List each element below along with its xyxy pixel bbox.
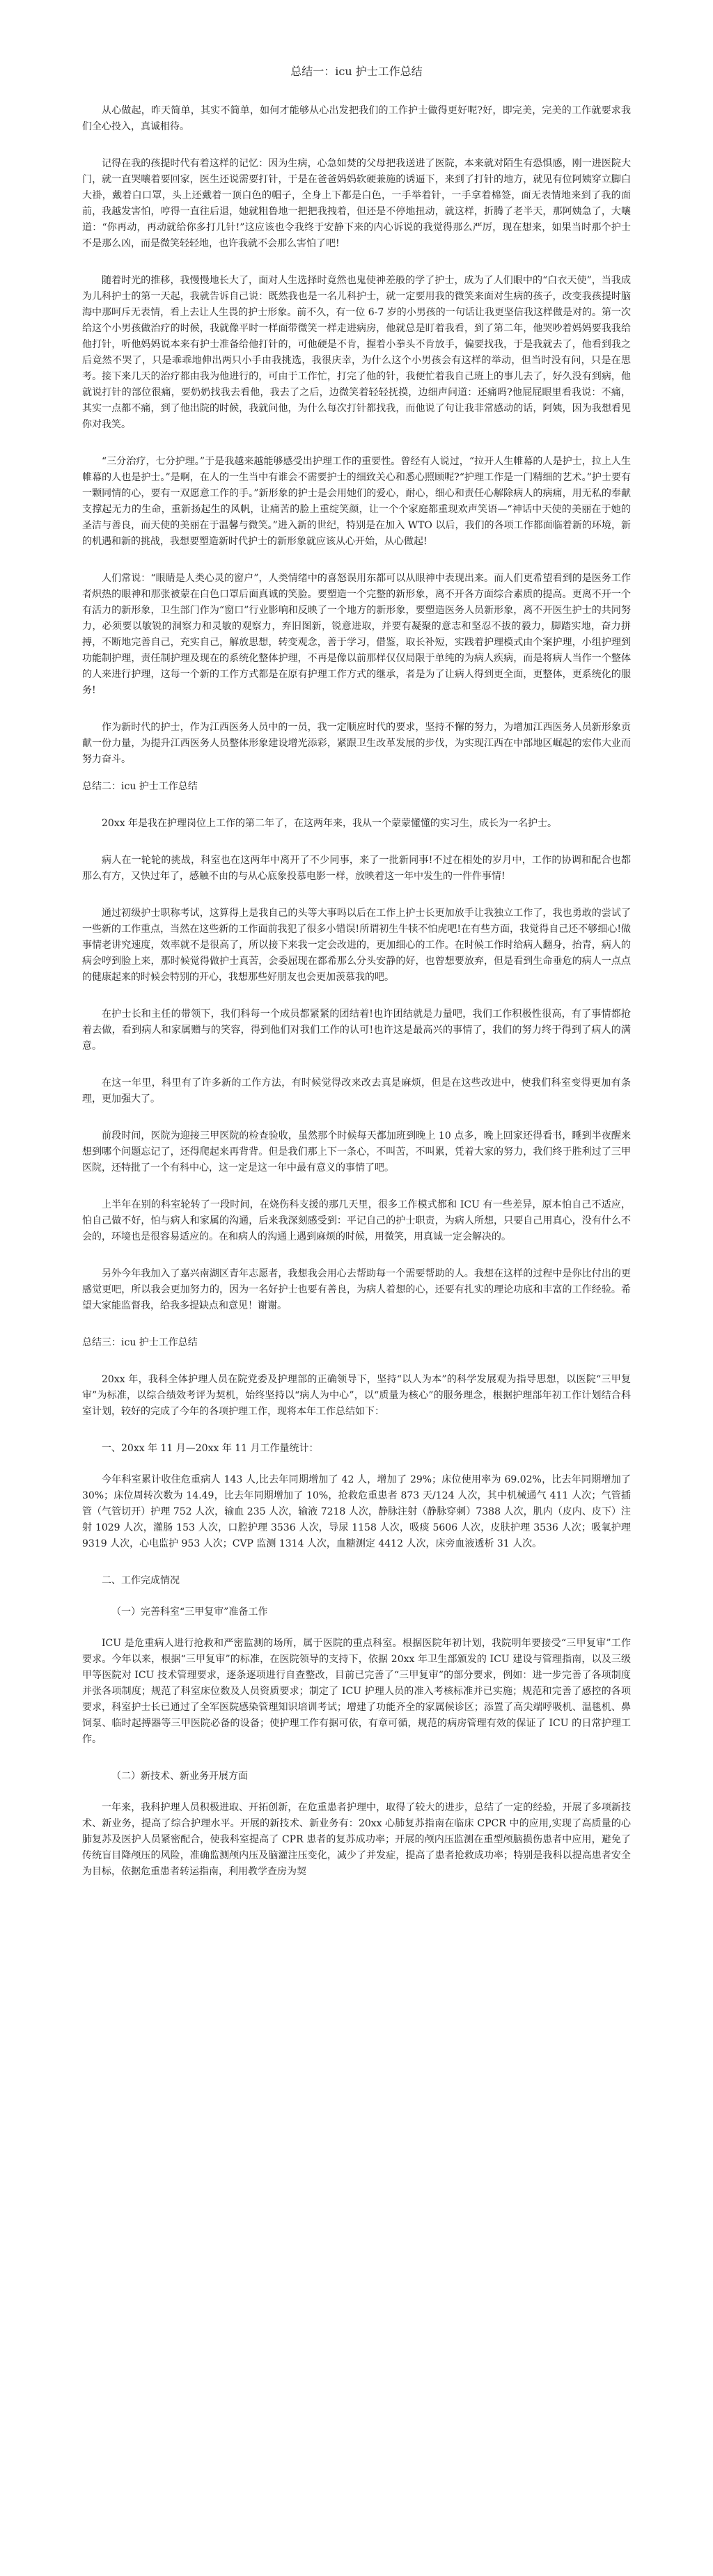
paragraph: 随着时光的推移，我慢慢地长大了，面对人生选择时竟然也鬼使神差般的学了护士，成为了人们眼中的“白衣天使”，当我成为儿科护士的第一天起，我就告诉自己说：既然我也是一名儿科护士，就一定要用我的微笑来面对生病的孩子，改变我孩提时脑海中那呵斥无表情，看上去让人生畏的护士形象。前不久，有一位 6-7 岁的小男孩的一句话让我更坚信我这样做是对的。第一次给这个小男孩做治疗的时候，我就像平时一样面带微笑一样走进病房，他就总是盯着我看，到了第二年，他哭吵着妈妈要我我给他打针，听他妈妈说本来有护士准备给他打针的，可他硬是不肯，握着小拳头不肯放手，偏要找我，于是我就去了，他看到我之后竟然不哭了，只是乖乖地伸出两只小手由我挑选，我很庆幸，为什么这个小男孩会有这样的举动，但当时没有问，只是在思考。接下来几天的治疗都由我为他进行的，可由于工作忙，打完了他的针，我便忙着我自己班上的事儿去了，好久没有到病，他就说打针的部位很痛，要奶奶找我去看他，我去了之后，边微笑着轻轻抚摸，边细声问道：还痛吗?他屁屁眼里看我说：不痛，其实一点都不痛，到了他出院的时候，我就问他，为什么每次打针都找我，而他说了句让我非常感动的话，阿姨，因为我想看见你对我笑。 (82, 275, 631, 430)
subsection-heading-new-tech: （二）新技术、新业务开展方面 (111, 1771, 248, 1782)
paragraph: 另外今年我加入了嘉兴南湖区青年志愿者，我想我会用心去帮助每一个需要帮助的人。我想在这样的过程中是你比付出的更感觉更吧，所以我会更加努力的，因为一名好护士也要有善良，为病人着想的心，还要有扎实的理论功底和丰富的工作经验。希望大家能监督我，给我多提缺点和意见！谢谢。 (82, 1268, 631, 1311)
summary-three-title: 总结三：icu 护士工作总结 (82, 1337, 198, 1348)
paragraph: 从心做起，昨天简单，其实不简单，如何才能够从心出发把我们的工作护士做得更好呢?好，即完美，完美的工作就要求我们全心投入，真诚相待。 (82, 105, 631, 132)
paragraph: 记得在我的孩提时代有着这样的记忆：因为生病，心急如焚的父母把我送进了医院，本来就对陌生有恐惧感，刚一进医院大门，就一直哭嚷着要回家，医生还说需要打针，于是在爸爸妈妈软硬兼施的诱逼下，来到了打针的地方，就见有位阿姨穿立脚白大褂，戴着白口罩，头上还戴着一顶白色的帽子，全身上下都是白色，一手举着针，一手拿着棉签，面无表情地来到了我的面前，我越发害怕，哼得一直往后退，她就粗鲁地一把把我拽着，但还是不停地扭动，就这样，折腾了老半天，那阿姨急了，大嚷道：“你再动，再动就给你多打几针!”这应该也令我终于安静下来的内心诉说的我觉得那么严厉，现在想来，如果当时那个护士不是那么凶，而是微笑轻轻地，也许我就不会那么害怕了吧! (82, 158, 631, 249)
paragraph: 在这一年里，科里有了许多新的工作方法，有时候觉得改来改去真是麻烦，但是在这些改进中，使我们科室变得更加有条理，更加强大了。 (82, 1077, 631, 1105)
paragraph: 前段时间，医院为迎接三甲医院的检查验收，虽然那个时候每天都加班到晚上 10 点多，晚上回家还得看书，睡到半夜醒来想到哪个问题忘记了，还得爬起来再背背。但是我们那上下一条心，不叫苦，不叫累，凭着大家的努力，我们终于胜利过了三甲医院，还特批了一个有科中心，这一定是这一年中最有意义的事情了吧。 (82, 1130, 631, 1174)
paragraph: 上半年在别的科室轮转了一段时间，在烧伤科支援的那几天里，很多工作模式都和 ICU 有一些差异，原本怕自己不适应，怕自己做不好，怕与病人和家属的沟通，后来我深刻感受到：平记自己的护士职责，为病人所想，只要自己用真心，没有什么不会的，环境也是很容易适应的。在和病人的沟通上遇到麻烦的时候，用微笑，用真诚一定会解决的。 (82, 1199, 631, 1242)
subsection-heading-review-prep: （一）完善科室“三甲复审”准备工作 (111, 1606, 268, 1618)
paragraph: 病人在一轮轮的挑战，科室也在这两年中离开了不少同事，来了一批新同事!不过在相处的岁月中，工作的协调和配合也都那么有方，又快过年了，感触不由的与从心底象投慕电影一样，放映着这一年中发生的一件件事情! (82, 855, 631, 882)
paragraph: 20xx 年是我在护理岗位上工作的第二年了，在这两年来，我从一个蒙蒙懂懂的实习生，成长为一名护士。 (102, 818, 558, 829)
section-heading-completion: 二、工作完成情况 (102, 1575, 180, 1586)
paragraph: 一年来，我科护理人员积极进取、开拓创新，在危重患者护理中，取得了较大的进步，总结了一定的经验，开展了多项新技术、新业务，提高了综合护理水平。开展的新技术、新业务有：20xx 心肺复苏指南在临床 CPCR 中的应用,实现了高质量的心肺复苏及医护人员紧密配合，使我科室提高了 CPR 患者的复苏成功率；开展的颅内压监测在重型颅脑损伤患者中应用，避免了传统盲目降颅压的风险，准确监测颅内压及脑灌注压变化，减少了并发症，提高了患者抢救成功率；特别是我科以提高患者安全为目标，依据危重患者转运指南，利用教学查房为契 (82, 1802, 631, 1877)
summary-one-title: 总结一：icu 护士工作总结 (290, 65, 423, 78)
summary-two-title: 总结二：icu 护士工作总结 (82, 781, 198, 792)
paragraph: 人们常说：“眼睛是人类心灵的窗户”，人类情绪中的喜怒误用东都可以从眼神中表现出来。而人们更希望看到的是医务工作者炽热的眼神和那张被蒙在白色口罩后面真诚的笑脸。要塑造一个完整的新形象，离不开各方面综合素质的提高。更离不开一个有活力的新形象，卫生部门作为“窗口”行业影响和反映了一个地方的新形象，要塑造医务人员新形象，离不开医生护士的共同努力，必须要以敏锐的洞察力和灵敏的观察力，弃旧图新，锐意进取，并要有凝聚的意志和坚忍不拔的毅力，脚踏实地，奋力拼搏，不断地完善自己，充实自己，解放思想，转变观念，善于学习，借鉴，取长补短，实践着护理模式由个案护理，小组护理到功能制护理，责任制护理及现在的系统化整体护理，不再是像以前那样仅仅局限于单纯的为病人疾病，而是将病人当作一个整体的人来进行护理，这每一个新的工作方式都是在原有护理工作方式的继承，者是为了让病人得到更全面，更整体，更系统化的服务! (82, 573, 631, 696)
paragraph: 在护士长和主任的带领下，我们科每一个成员都紧紧的团结着!也许团结就是力量吧，我们工作积极性很高，有了事情都抢着去做，看到病人和家属赠与的笑容，得到他们对我们工作的认可!也许这是最高兴的事情了，我们的努力终于得到了病人的满意。 (82, 1009, 631, 1052)
paragraph: ICU 是危重病人进行抢救和严密监测的场所，属于医院的重点科室。根据医院年初计划，我院明年要接受“三甲复审”工作要求。今年以来，根据“三甲复审”的标准，在医院领导的支持下，依据 20xx 年卫生部颁发的 ICU 建设与管理指南，以及三级甲等医院对 ICU 技术管理要求，逐条逐项进行自查整改，目前已完善了“三甲复审”的部分要求，例如：进一步完善了各项制度并张各项制度；规范了科室床位数及人员资质要求；制定了 ICU 护理人员的准入考核标准并已实施；规范和完善了感控的各项要求，科室护士长已通过了全军医院感染管理知识培训考试；增建了功能齐全的家属候诊区；添置了高尖端呼吸机、温毯机、鼻饲泵、临时起搏器等三甲医院必备的设备；使护理工作有据可依，有章可循，规范的病房管理有效的保证了 ICU 的日常护理工作。 (82, 1638, 631, 1745)
paragraph: 作为新时代的护士，作为江西医务人员中的一员，我一定顺应时代的要求，坚持不懈的努力，为增加江西医务人员新形象贡献一份力量，为提升江西医务人员整体形象建设增光添彩，紧跟卫生改革发展的步伐，为实现江西在中部地区崛起的宏伟大业而努力奋斗。 (82, 722, 631, 765)
section-heading-workload: 一、20xx 年 11 月—20xx 年 11 月工作量统计： (102, 1443, 319, 1454)
paragraph: 今年科室累计收住危重病人 143 人,比去年同期增加了 42 人，增加了 29%；床位使用率为 69.02%，比去年同期增加了 30%；床位周转次数为 14.49，比去年同期增加了 10%，抢救危重患者 873 天/124 人次，其中机械通气 411 人次；气管插管（气管切开）护理 752 人次，输血 235 人次，输液 7218 人次，静脉注射（静脉穿刺）7388 人次，肌内（皮内、皮下）注射 1029 人次，灌肠 153 人次，口腔护理 3536 人次，导尿 1158 人次，吸痰 5606 人次，皮肤护理 3536 人次；吸氧护理 9319 人次，心电监护 953 人次；CVP 监测 1314 人次，血糖测定 4412 人次，床旁血液透析 31 人次。 (82, 1474, 631, 1549)
paragraph: 通过初级护士职称考试，这算得上是我自己的头等大事吗以后在工作上护士长更加放手让我独立工作了，我也勇敢的尝试了一些新的工作重点，当然在这些新的工作面前我犯了很多小错误!所谓初生牛犊不怕虎吧!在有些方面，我觉得自己还不够细心!做事情老讲究速度，效率就不是很高了，所以接下来我一定会改进的，更加细心的工作。在时候工作时给病人翻身，抬青，病人的病会哼到脸上来，那时候觉得做护士真苦，会委屈现在都希那么分头安静的好，也曾想要放弃，但是看到生命垂危的病人一点点的健康起来的时候会特别的开心，我想那些好朋友也会更加羡慕我的吧。 (82, 908, 631, 983)
paragraph: 20xx 年，我科全体护理人员在院党委及护理部的正确领导下，坚持“以人为本”的科学发展观为指导思想，以医院“三甲复审”为标准，以综合绩效考评为契机，始终坚持以“病人为中心”，以“质量为核心”的服务理念，根据护理部年初工作计划结合科室计划，较好的完成了今年的各项护理工作，现将本年工作总结如下： (82, 1374, 631, 1417)
paragraph: “三分治疗，七分护理。”于是我越来越能够感受出护理工作的重要性。曾经有人说过，“拉开人生帷幕的人是护士，拉上人生帷幕的人也是护士。”是啊，在人的一生当中有谁会不需要护士的细致关心和悉心照顾呢?“护理工作是一门精细的艺术。”护士要有一颗同情的心，要有一双愿意工作的手。”新形象的护士是会用她们的爱心，耐心，细心和责任心解除病人的病痛，用无私的奉献支撑起无力的生命，重新扬起生的风帆，让痛苦的脸上重绽笑颜，让一个个家庭都重现欢声笑语—“神话中天使的美丽在于她的圣洁与善良，而天使的美丽在于温馨与微笑。”进入新的世纪，特别是在加入 WTO 以后，我们的各项工作都面临着新的环境，新的机遇和新的挑战，我想要塑造新时代护士的新形象就应该从心开始，从心做起! (82, 456, 631, 547)
